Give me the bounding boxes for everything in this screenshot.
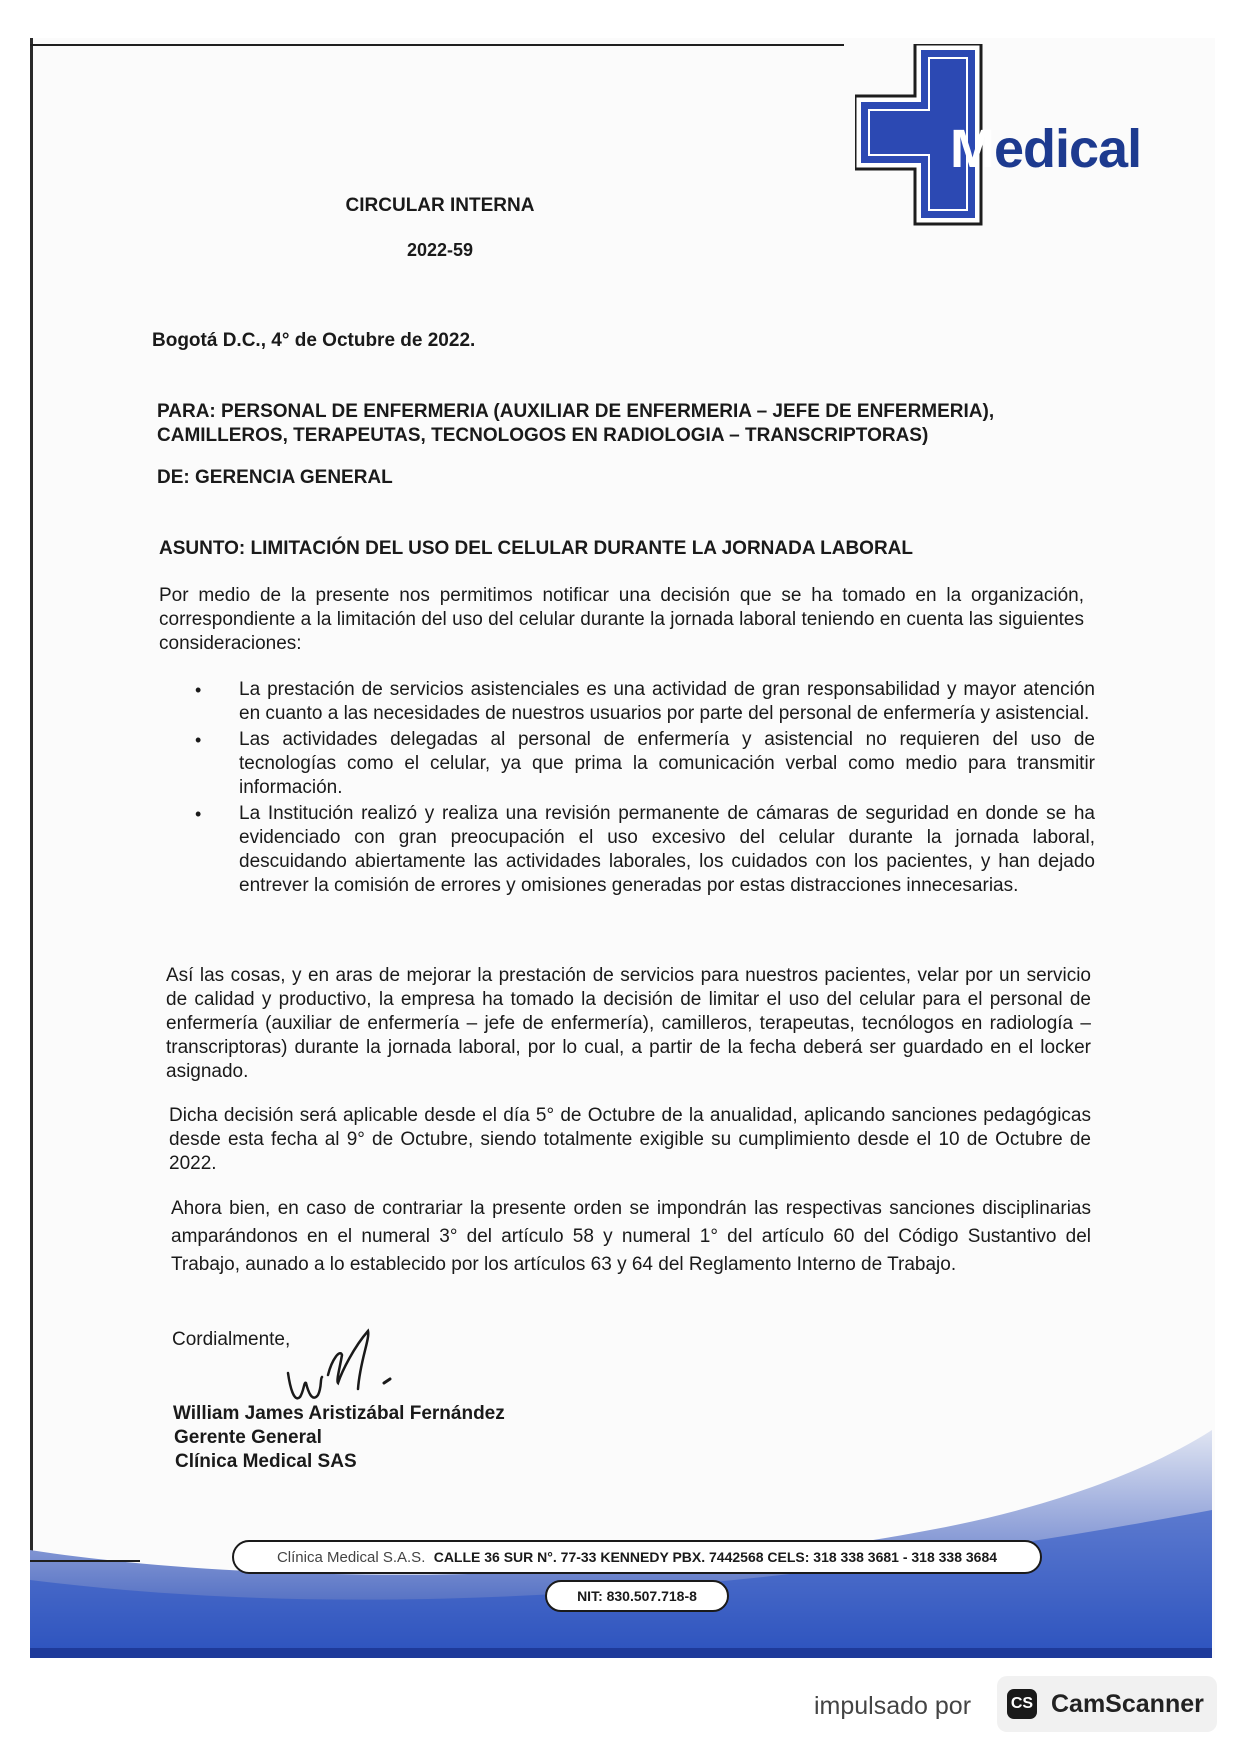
list-item: • La prestación de servicios asistenciales es una actividad de gran responsabilidad y mayor atención en cuanto a las necesidades de nuestros usuarios por parte del personal de enfermería y asistencial.: [195, 679, 1095, 724]
document-title: CIRCULAR INTERNA: [345, 195, 535, 216]
list-item: • Las actividades delegadas al personal de enfermería y asistencial no requieren del uso de tecnologías como el celular, ya que prima la comunicación verbal como medio para transmitir información.: [195, 729, 1095, 798]
intro-paragraph: Por medio de la presente nos permitimos notificar una decisión que se ha tomado en la organización, correspondiente a la limitación del uso del celular durante la jornada laboral teniendo en cuenta las siguientes consideraciones:: [159, 585, 1084, 654]
recipients-line-2: CAMILLEROS, TERAPEUTAS, TECNOLOGOS EN RADIOLOGIA – TRANSCRIPTORAS): [157, 425, 929, 446]
camscanner-badge: [997, 1676, 1217, 1732]
subject-line: ASUNTO: LIMITACIÓN DEL USO DEL CELULAR DURANTE LA JORNADA LABORAL: [159, 538, 914, 559]
bullet-icon: •: [195, 730, 202, 750]
circular-number: 2022-59: [406, 240, 474, 260]
list-item: • La Institución realizó y realiza una revisión permanente de cámaras de seguridad en donde se ha evidenciado con gran preocupación el uso excesivo del celular durante la jornada laboral, descuidando abiertamente las actividades laborales, los cuidados con los pacientes, y han dejado entrever la comisión de errores y omisiones generadas por estas distracciones innecesarias.: [195, 803, 1095, 896]
footer-corner-rule: [30, 1560, 140, 1562]
top-rule: [30, 44, 844, 46]
scanner-credit-label: impulsado por: [814, 1692, 972, 1720]
recipients-line-1: PARA: PERSONAL DE ENFERMERIA (AUXILIAR DE ENFERMERIA – JEFE DE ENFERMERIA),: [157, 401, 995, 422]
signer-name: William James Aristizábal Fernández: [173, 1403, 505, 1424]
date-line: Bogotá D.C., 4° de Octubre de 2022.: [152, 330, 476, 351]
sanctions-paragraph: Ahora bien, en caso de contrariar la presente orden se impondrán las respectivas sanciones disciplinarias amparándonos en el numeral 3° del artículo 58 y numeral 1° del artículo 60 del Código Sustantivo del Trabajo, aunado a lo establecido por los artículos 63 y 64 del Reglamento Interno de Trabajo.: [171, 1198, 1091, 1275]
logo-wordmark: Medical: [950, 119, 1142, 179]
effective-date-paragraph: Dicha decisión será aplicable desde el día 5° de Octubre de la anualidad, aplicando sanciones pedagógicas desde esta fecha al 9° de Octubre, siendo totalmente exigible su cumplimiento desde el 10 de Octubre de 2022.: [169, 1105, 1091, 1174]
footer-address-pill: Clínica Medical S.A.S. CALLE 36 SUR N°. 77-33 KENNEDY PBX. 7442568 CELS: 318 338 3681 - 318 338 3684: [232, 1540, 1042, 1574]
signer-role: Gerente General: [174, 1427, 322, 1448]
camscanner-brand: CamScanner: [1051, 1690, 1204, 1718]
camscanner-icon: CS: [1007, 1689, 1037, 1719]
bullet-icon: •: [195, 804, 202, 824]
sender-line: DE: GERENCIA GENERAL: [157, 467, 393, 488]
signer-company: Clínica Medical SAS: [175, 1451, 357, 1472]
decision-paragraph: Así las cosas, y en aras de mejorar la prestación de servicios para nuestros pacientes, velar por un servicio de calidad y productivo, la empresa ha tomado la decisión de limitar el uso del celular para el personal de enfermería (auxiliar de enfermería – jefe de enfermería), camilleros, terapeutas, tecnólogos en radiología – transcriptoras) durante la jornada laboral, por lo cual, a partir de la fecha deberá ser guardado en el locker asignado.: [166, 965, 1091, 1082]
considerations-list: [195, 678, 1095, 900]
bullet-icon: •: [195, 680, 202, 700]
closing-salutation: Cordialmente,: [172, 1329, 291, 1350]
footer-nit-pill: NIT: 830.507.718-8: [545, 1580, 729, 1612]
